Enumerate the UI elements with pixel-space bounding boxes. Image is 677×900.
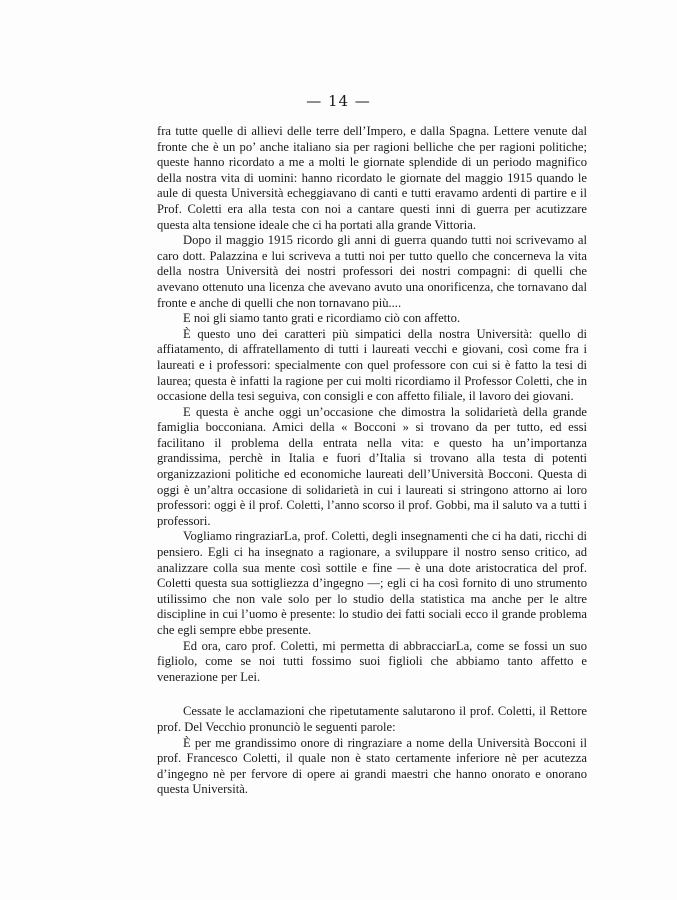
paragraph: È questo uno dei caratteri più simpatici della nostra Università: quello di affiatamento, di affratellamento di tutti i laureati vecchi e giovani, così come fra i laureati e i professori: specialmente con quel professore con cui si è fatto la tesi di laurea; questa è infatti la ragione per cui molti ricordiamo il Professor Coletti, che in occasione della tesi seguiva, con consigli e con affetto filiale, il lavoro dei giovani. — [157, 326, 587, 404]
section-gap — [157, 685, 587, 704]
paragraph: Cessate le acclamazioni che ripetutamente salutarono il prof. Coletti, il Rettore prof. Del Vecchio pronunciò le seguenti parole: — [157, 704, 587, 734]
paragraph: Vogliamo ringraziarLa, prof. Coletti, degli insegnamenti che ci ha dati, ricchi di pensiero. Egli ci ha insegnato a ragionare, a sviluppare il nostro senso critico, ad analizzare colla sua mente così sottile e fine — è una dote aristocratica del prof. Coletti questa sua sottigliezza d’ingegno —; egli ci ha così fornito di uno strumento utilissimo che non vale solo per lo studio della statistica ma anche per le altre discipline in cui l’uomo è presente: lo studio dei fatti sociali ecco il grande problema che egli sempre ebbe presente. — [157, 529, 587, 637]
paragraph: È per me grandissimo onore di ringraziare a nome della Università Bocconi il prof. Francesco Coletti, il quale non è stato certamente inferiore nè per acutezza d’ingegno nè per fervore di opere ai grandi maestri che hanno onorato e onorano questa Università. — [157, 735, 587, 797]
paragraph: fra tutte quelle di allievi delle terre dell’Impero, e dalla Spagna. Lettere venute dal fronte che è un po’ anche italiano sia per ragioni belliche che per ragioni politiche; queste hanno ricordato a me a molti le giornate splendide di un periodo magnifico della nostra vita di uomini: hanno ricordato le giornate del maggio 1915 quando le aule di questa Università echeggiavano di canti e tutti eravamo ardenti di partire e il Prof. Coletti era alla testa con noi a cantare questi inni di guerra per acutizzare questa alta tensione ideale che ci ha portati alla grande Vittoria. — [157, 124, 587, 232]
paragraph: E questa è anche oggi un’occasione che dimostra la solidarietà della grande famiglia bocconiana. Amici della « Bocconi » si trovano da per tutto, ed essi facilitano il problema della entrata nella vita: e questo ha un’importanza grandissima, perchè in Italia e fuori d’Italia si trovano alla testa di potenti organizzazioni politiche ed economiche laureati dell’Università Bocconi. Questa di oggi è un’altra occasione di solidarietà in cui i laureati si stringono attorno ai loro professori: oggi è il prof. Coletti, l’anno scorso il prof. Gobbi, ma il saluto va a tutti i professori. — [157, 404, 587, 528]
paragraph: Dopo il maggio 1915 ricordo gli anni di guerra quando tutti noi scrivevamo al caro dott. Palazzina e lui scriveva a tutti noi per tutto quello che concerneva la vita della nostra Università dei nostri professori dei nostri compagni: di quelli che avevano ottenuto una licenza che avevano avuto una onorificenza, che tornavano dal fronte e anche di quelli che non tornavano più.... — [157, 233, 587, 310]
body-text — [157, 124, 587, 798]
page-number: — 14 — — [306, 92, 371, 110]
paragraph: E noi gli siamo tanto grati e ricordiamo ciò con affetto. — [183, 311, 461, 326]
paragraph: Ed ora, caro prof. Coletti, mi permetta di abbracciarLa, come se fossi un suo figliolo, come se noi tutti fossimo suoi figlioli che abbiamo tanto affetto e venerazione per Lei. — [157, 638, 587, 684]
